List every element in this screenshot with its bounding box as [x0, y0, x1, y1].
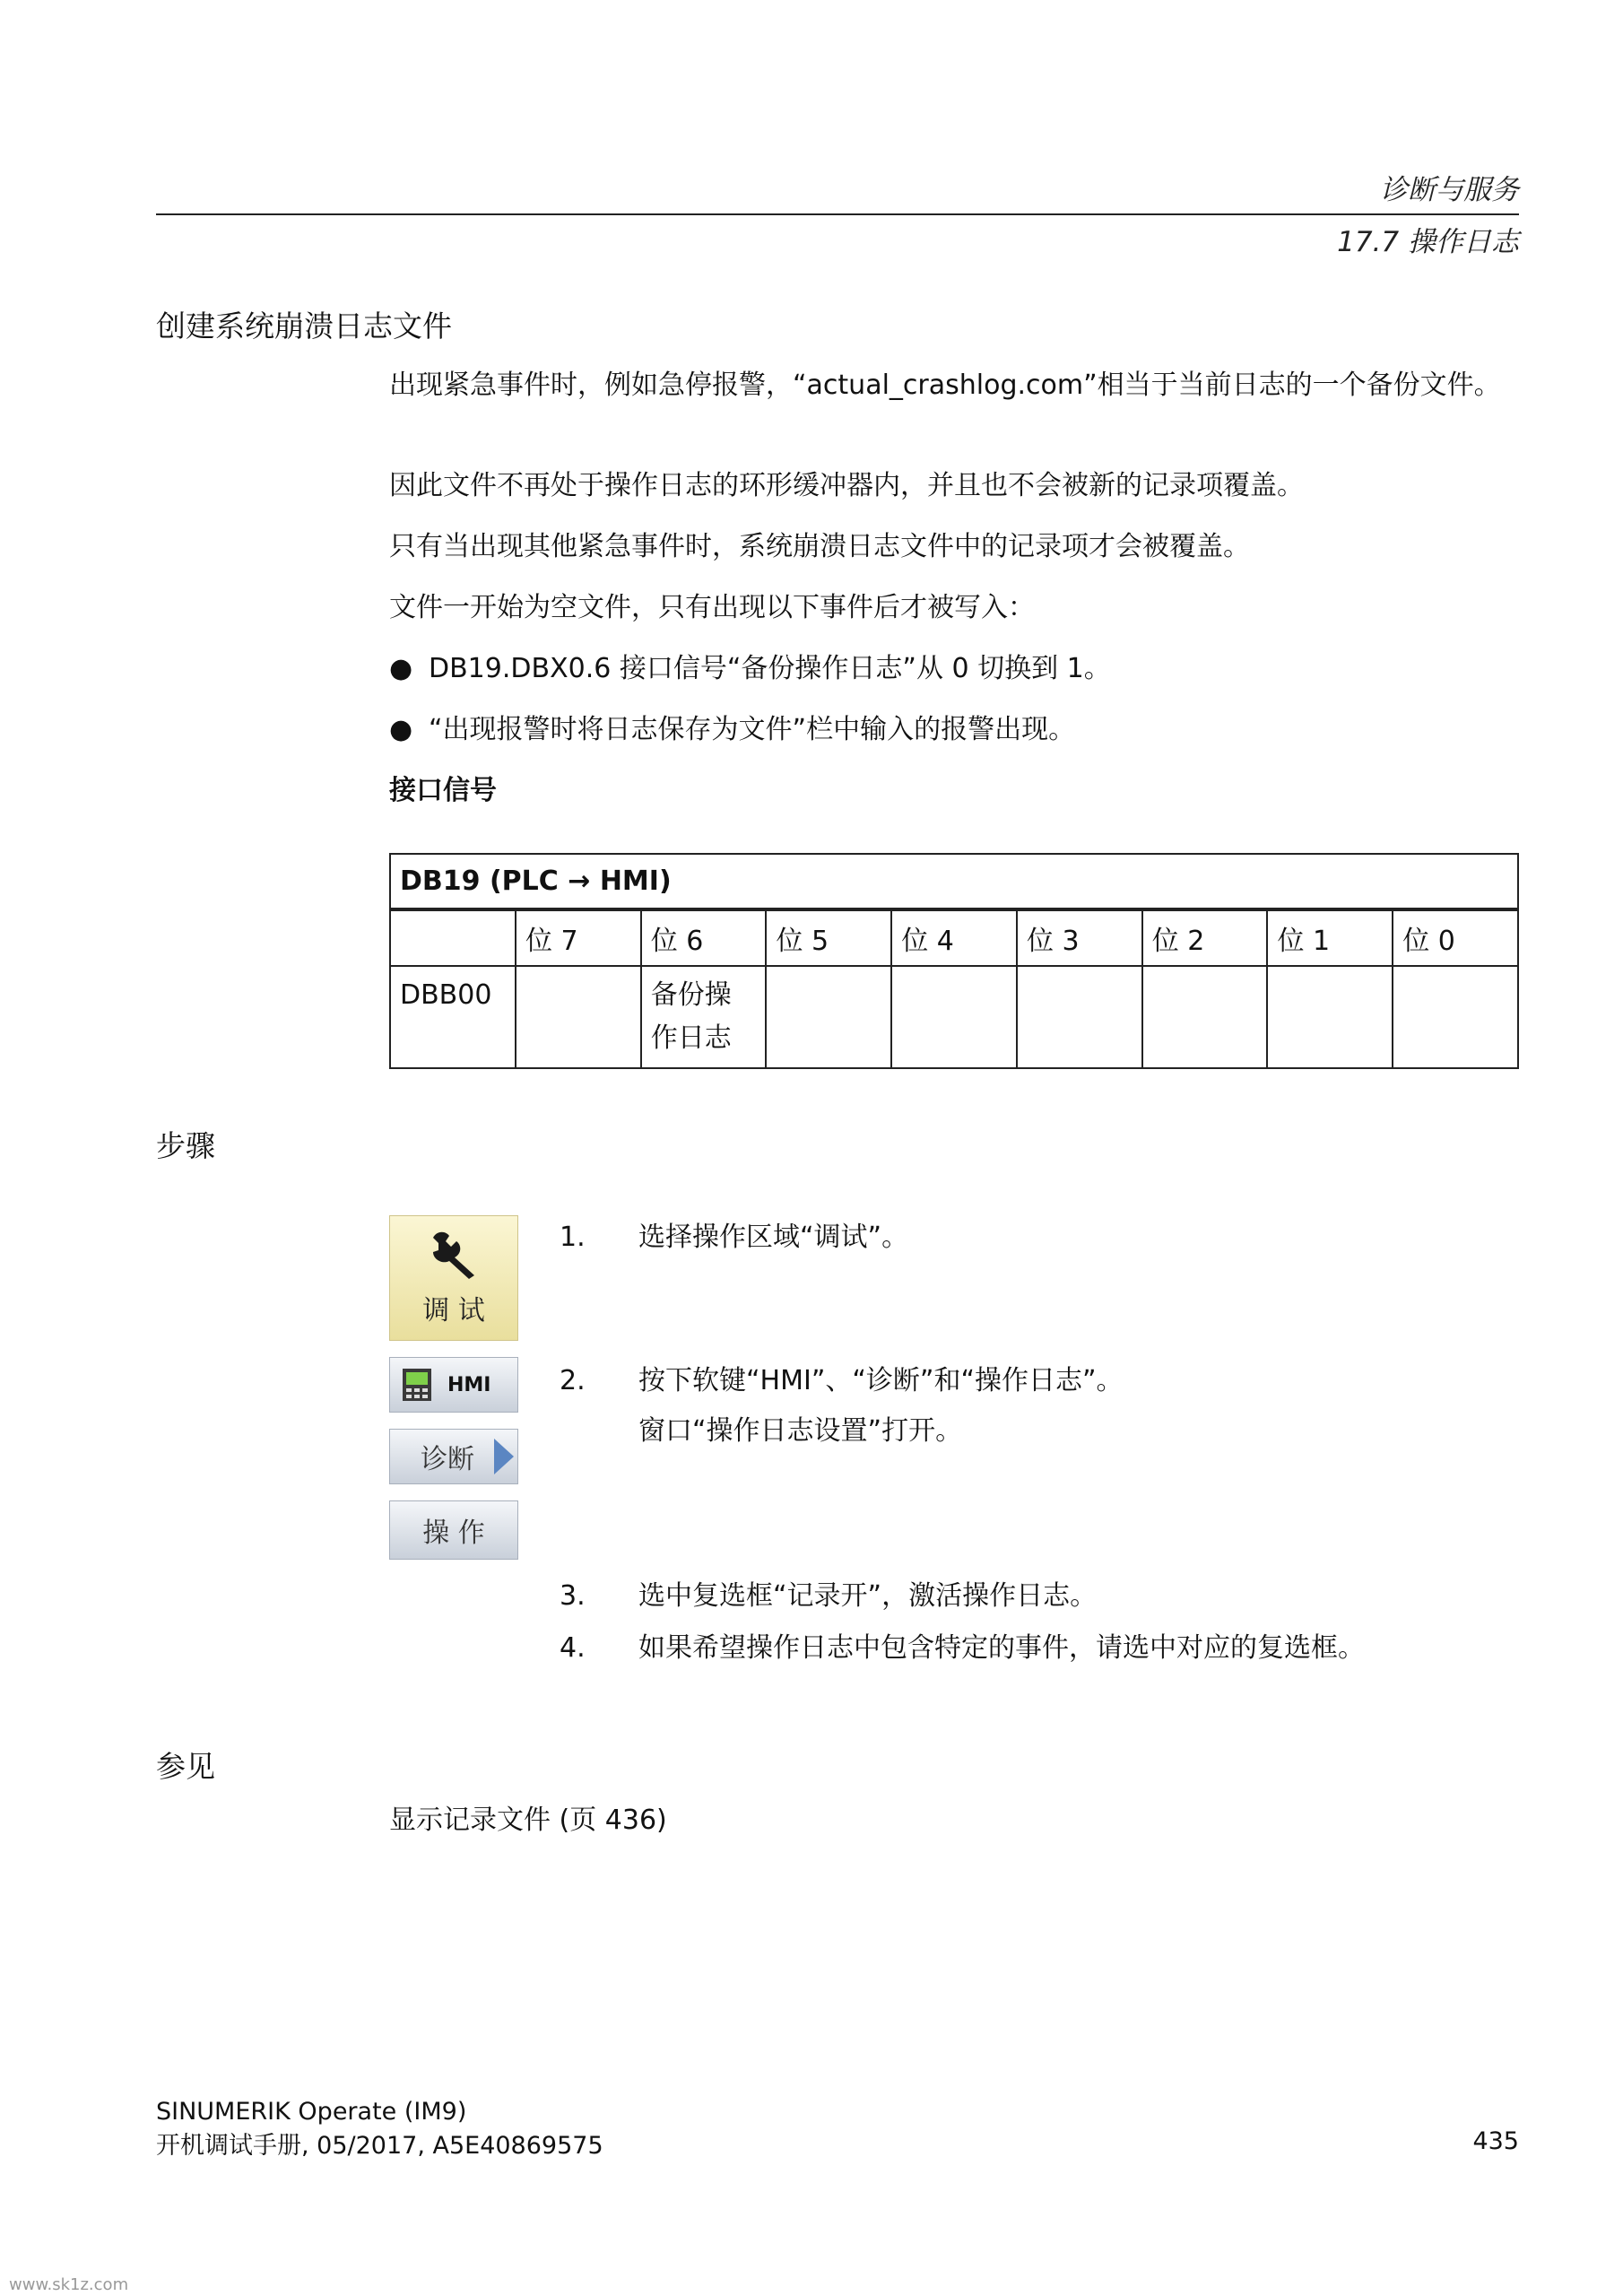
see-also-link[interactable]: 显示记录文件 (页 436) — [389, 1805, 667, 1836]
step-number: 4. — [560, 1632, 586, 1664]
paragraph-3: 只有当出现其他紧急事件时，系统崩溃日志文件中的记录项才会被覆盖。 — [389, 531, 1250, 562]
table-cell — [1393, 966, 1518, 1068]
table-cell: 位 0 — [1393, 909, 1518, 966]
step-sub-item — [560, 1408, 962, 1455]
bullet-icon: ● — [389, 714, 413, 745]
step-text: 选择操作区域“调试”。 — [638, 1222, 909, 1253]
heading-crash-log: 创建系统崩溃日志文件 — [156, 309, 452, 344]
table-cell — [766, 966, 891, 1068]
step-number: 1. — [560, 1222, 586, 1253]
table-cell: 位 1 — [1267, 909, 1393, 966]
commission-softkey[interactable] — [389, 1215, 518, 1341]
footer-product: SINUMERIK Operate (IM9) — [156, 2098, 467, 2126]
step-text: 按下软键“HMI”、“诊断”和“操作日志”。 — [638, 1365, 1124, 1396]
table-cell: 位 3 — [1017, 909, 1142, 966]
table-cell — [1267, 966, 1393, 1068]
operation-softkey[interactable] — [389, 1500, 518, 1560]
diagnosis-softkey[interactable] — [389, 1429, 518, 1484]
hmi-softkey[interactable] — [389, 1357, 518, 1413]
commission-softkey-label: 调 试 — [422, 1295, 485, 1326]
wrench-icon — [428, 1229, 482, 1279]
page-number: 435 — [1472, 2127, 1519, 2155]
operation-softkey-label: 操 作 — [422, 1518, 485, 1549]
header-rule — [156, 213, 1519, 215]
bullet-text: DB19.DBX0.6 接口信号“备份操作日志”从 0 切换到 1。 — [429, 653, 1111, 684]
table-cell: 位 2 — [1142, 909, 1268, 966]
table-cell: 位 5 — [766, 909, 891, 966]
step-number: 3. — [560, 1580, 586, 1612]
table-cell — [1017, 966, 1142, 1068]
table-cell — [891, 966, 1017, 1068]
interface-signal-heading: 接口信号 — [389, 775, 497, 806]
step-item — [560, 1214, 908, 1261]
table-cell: 位 7 — [516, 909, 641, 966]
table-cell — [516, 966, 641, 1068]
heading-see-also: 参见 — [156, 1749, 215, 1784]
table-cell: 备份操作日志 — [641, 966, 767, 1068]
step-text: 如果希望操作日志中包含特定的事件，请选中对应的复选框。 — [638, 1632, 1365, 1664]
step-text: 选中复选框“记录开”，激活操作日志。 — [638, 1580, 1098, 1612]
step-item — [560, 1358, 1124, 1405]
table-cell: DBB00 — [390, 966, 516, 1068]
table-cell: 位 4 — [891, 909, 1017, 966]
header-section: 诊断与服务 — [1380, 174, 1519, 206]
paragraph-2: 因此文件不再处于操作日志的环形缓冲器内，并且也不会被新的记录项覆盖。 — [389, 470, 1304, 501]
paragraph-4: 文件一开始为空文件，只有出现以下事件后才被写入： — [389, 592, 1035, 623]
diagnosis-softkey-label: 诊断 — [421, 1444, 474, 1475]
table-cell — [1142, 966, 1268, 1068]
table-cell — [390, 909, 516, 966]
step-subtext: 窗口“操作日志设置”打开。 — [638, 1415, 963, 1447]
table-cell: 位 6 — [641, 909, 767, 966]
watermark: www.sk1z.com — [9, 2275, 129, 2294]
paragraph-1: 出现紧急事件时，例如急停报警，“actual_crashlog.com”相当于当前日志的一个备份文件。 — [389, 370, 1501, 401]
bullet-icon: ● — [389, 653, 413, 684]
heading-steps: 步骤 — [156, 1128, 215, 1163]
bullet-item — [389, 646, 1111, 692]
bullet-item — [389, 707, 1075, 753]
hmi-softkey-label: HMI — [447, 1373, 491, 1396]
arrow-right-icon — [494, 1439, 514, 1474]
signal-table — [389, 853, 1519, 1069]
step-number: 2. — [560, 1365, 586, 1396]
signal-table-title: DB19 (PLC → HMI) — [390, 854, 1518, 909]
header-subsection: 17.7 操作日志 — [1337, 226, 1519, 258]
footer-manual: 开机调试手册, 05/2017, A5E40869575 — [156, 2132, 603, 2160]
monitor-icon — [399, 1367, 435, 1403]
bullet-text: “出现报警时将日志保存为文件”栏中输入的报警出现。 — [429, 714, 1076, 745]
step-item — [560, 1625, 1365, 1672]
step-item — [560, 1573, 1097, 1620]
